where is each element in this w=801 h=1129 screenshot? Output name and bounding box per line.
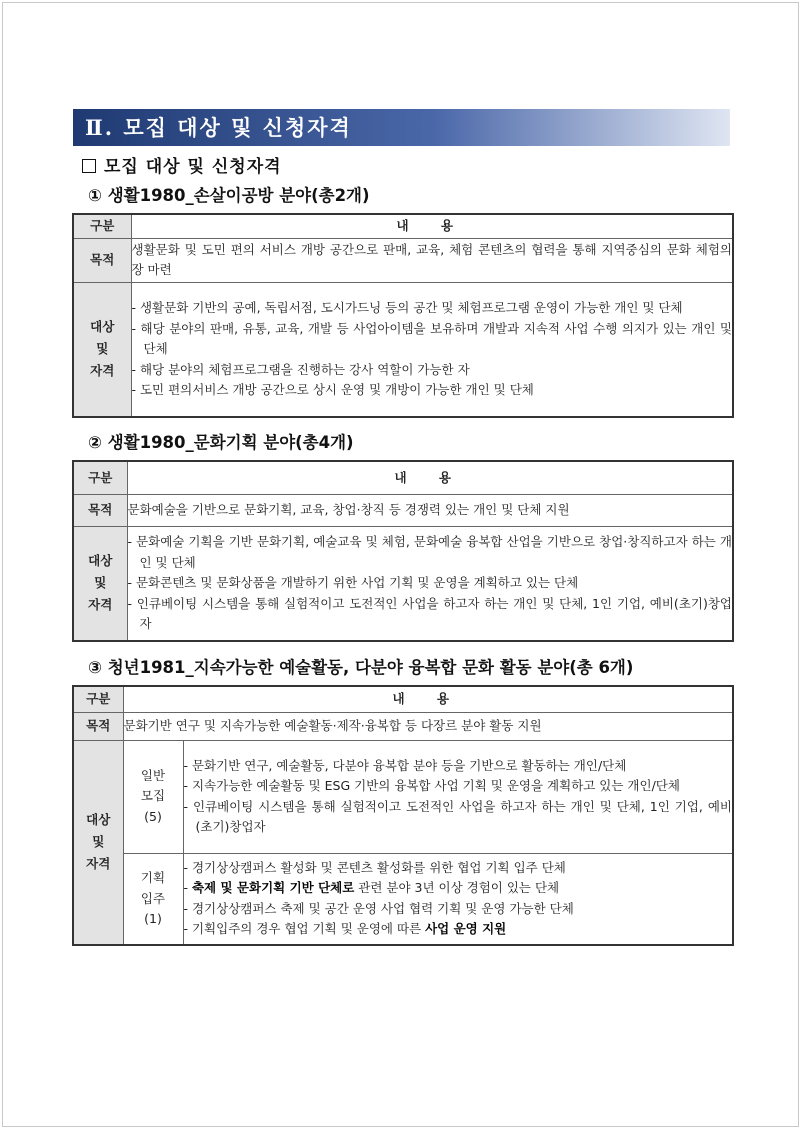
header-label-division: 구분 bbox=[73, 686, 123, 712]
list-item: - 생활문화 기반의 공예, 독립서점, 도시가드닝 등의 공간 및 체험프로그램 운영이 가능한 개인 및 단체 bbox=[131, 300, 683, 315]
planning-eligibility-list bbox=[183, 853, 733, 945]
category-title-3: ③ 청년1981_지속가능한 예술활동, 다분야 융복합 문화 활동 분야(총 6개) bbox=[88, 658, 634, 677]
category-table-3 bbox=[72, 685, 734, 946]
category-table-2 bbox=[72, 460, 734, 642]
checkbox-square-icon bbox=[82, 159, 96, 173]
purpose-text: 생활문화 및 도민 편의 서비스 개방 공간으로 판매, 교육, 체험 콘텐츠의 협력을 통해 지역중심의 문화 체험의 장 마련 bbox=[131, 238, 733, 282]
header-label-division: 구분 bbox=[73, 461, 127, 494]
list-item: - 지속가능한 예술활동 및 ESG 기반의 융복합 사업 기획 및 운영을 계획하고 있는 개인/단체 bbox=[183, 778, 680, 793]
list-item: - 인큐베이팅 시스템을 통해 실험적이고 도전적인 사업을 하고자 하는 개인 및 단체, 1인 기업, 예비(초기)창업자 bbox=[183, 798, 732, 834]
list-item: - 문화예술 기획을 기반 문화기획, 예술교육 및 체험, 문화예술 융복합 산업을 기반으로 창업·창직하고자 하는 개인 및 단체 bbox=[127, 534, 732, 570]
purpose-text: 문화예술을 기반으로 문화기획, 교육, 창업·창직 등 경쟁력 있는 개인 및 단체 지원 bbox=[127, 494, 733, 526]
header-label-division: 구분 bbox=[73, 214, 131, 238]
group-label-general: 일반 모집 (5) bbox=[123, 740, 183, 853]
row-label-purpose: 목적 bbox=[73, 238, 131, 282]
group-label-planning: 기획 입주 (1) bbox=[123, 853, 183, 945]
list-item: - 축제 및 문화기획 기반 단체로 관련 분야 3년 이상 경험이 있는 단체 bbox=[183, 880, 560, 896]
eligibility-list bbox=[127, 526, 733, 641]
list-item: - 경기상상캠퍼스 활성화 및 콘텐츠 활성화를 위한 협업 기획 입주 단체 bbox=[183, 859, 566, 875]
list-item: - 해당 분야의 체험프로그램을 진행하는 강사 역할이 가능한 자 bbox=[131, 361, 470, 377]
list-item: - 해당 분야의 판매, 유통, 교육, 개발 등 사업아이템을 보유하며 개발과 지속적 사업 수행 의지가 있는 개인 및 단체 bbox=[131, 320, 732, 356]
list-item: - 기획입주의 경우 협업 기획 및 운영에 따른 사업 운영 지원 bbox=[183, 921, 507, 937]
header-label-content: 내 용 bbox=[127, 461, 733, 494]
list-item: - 도민 편의서비스 개방 공간으로 상시 운영 및 개방이 가능한 개인 및 단체 bbox=[131, 382, 534, 397]
purpose-text: 문화기반 연구 및 지속가능한 예술활동·제작·융복합 등 다장르 분야 활동 지원 bbox=[123, 712, 733, 740]
header-label-content: 내 용 bbox=[123, 686, 733, 712]
section-heading bbox=[82, 152, 282, 177]
list-item: - 인큐베이팅 시스템을 통해 실험적이고 도전적인 사업을 하고자 하는 개인 및 단체, 1인 기업, 예비(초기)창업자 bbox=[127, 595, 732, 631]
category-title-2: ② 생활1980_문화기획 분야(총4개) bbox=[88, 433, 354, 452]
row-label-eligibility: 대상 및 자격 bbox=[73, 526, 127, 641]
section-banner: Ⅱ. 모집 대상 및 신청자격 bbox=[73, 109, 730, 146]
list-item: - 경기상상캠퍼스 축제 및 공간 운영 사업 협력 기획 및 운영 가능한 단체 bbox=[183, 900, 574, 916]
category-table-1 bbox=[72, 213, 734, 418]
eligibility-list bbox=[131, 282, 733, 417]
row-label-eligibility: 대상 및 자격 bbox=[73, 282, 131, 417]
heading-text: 모집 대상 및 신청자격 bbox=[104, 157, 282, 177]
general-eligibility-list bbox=[183, 740, 733, 853]
header-label-content: 내 용 bbox=[131, 214, 733, 238]
category-title-1: ① 생활1980_손살이공방 분야(총2개) bbox=[88, 186, 370, 205]
row-label-purpose: 목적 bbox=[73, 712, 123, 740]
row-label-purpose: 목적 bbox=[73, 494, 127, 526]
row-label-eligibility: 대상 및 자격 bbox=[73, 740, 123, 945]
list-item: - 문화콘텐츠 및 문화상품을 개발하기 위한 사업 기획 및 운영을 계획하고 있는 단체 bbox=[127, 575, 579, 590]
list-item: - 문화기반 연구, 예술활동, 다분야 융복합 분야 등을 기반으로 활동하는 개인/단체 bbox=[183, 757, 627, 773]
